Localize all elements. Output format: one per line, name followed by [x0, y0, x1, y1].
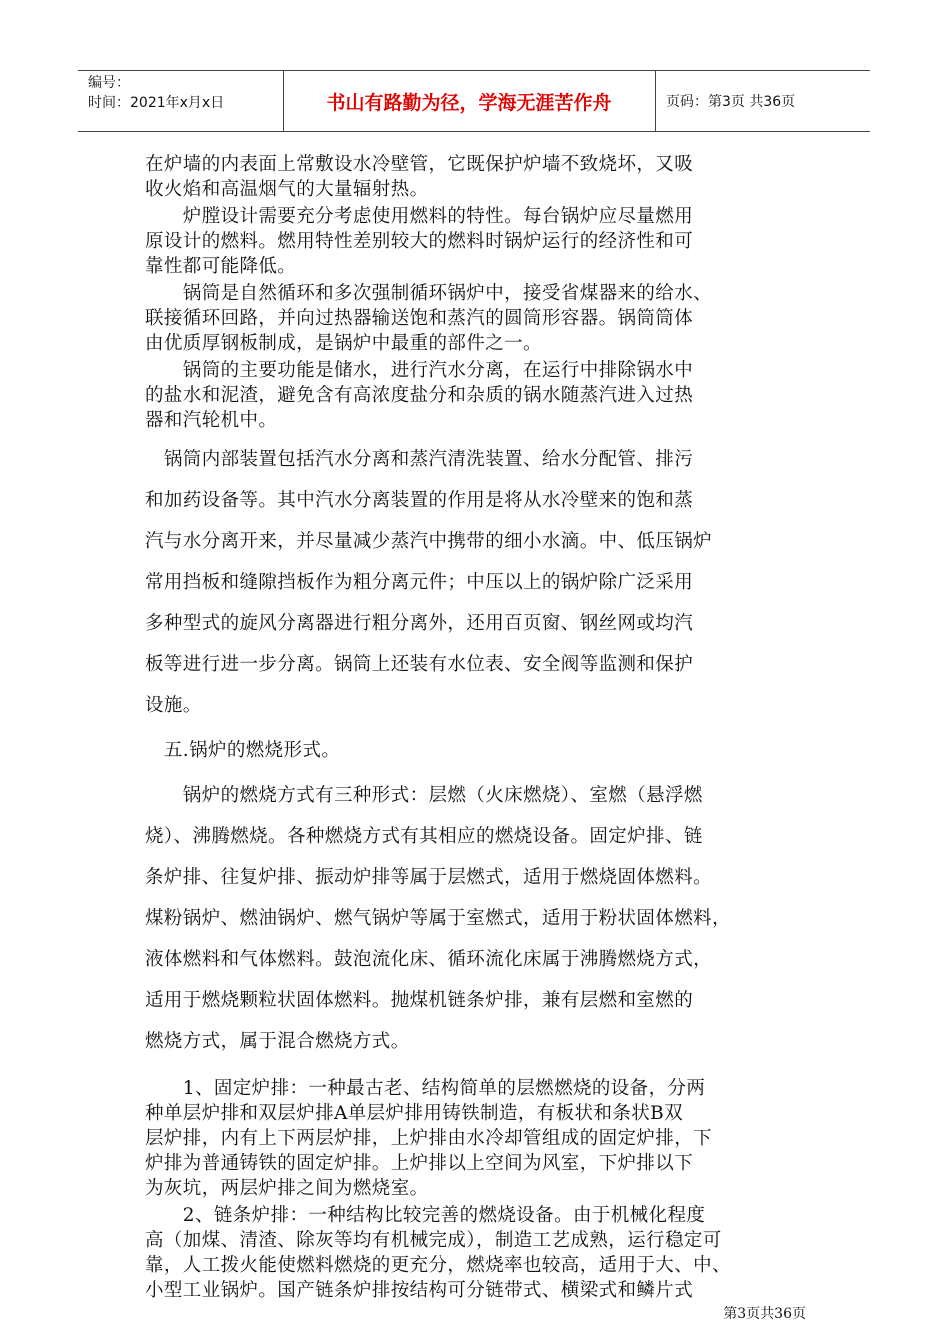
- text-line: 原设计的燃料。燃用特性差别较大的燃料时锅炉运行的经济性和可: [145, 231, 694, 252]
- text-line: 种单层炉排和双层炉排A单层炉排用铸铁制造，有板状和条状B双: [145, 1103, 684, 1124]
- text-line: 多种型式的旋风分离器进行粗分离外，还用百页窗、钢丝网或均汽: [145, 613, 694, 634]
- header-time-label: 时间：2021年x月x日: [88, 95, 225, 111]
- text-line: 收火焰和高温烟气的大量辐射热。: [145, 179, 429, 200]
- text-line: 烧）、沸腾燃烧。各种燃烧方式有其相应的燃烧设备。固定炉排、链: [145, 826, 703, 847]
- text-line: 五.锅炉的燃烧形式。: [145, 740, 341, 761]
- text-line: 的盐水和泥渣，避免含有高浓度盐分和杂质的锅水随蒸汽进入过热: [145, 385, 694, 406]
- paragraph-2: [145, 204, 813, 279]
- paragraph-5: [145, 439, 813, 726]
- header-divider-2: [655, 71, 656, 131]
- paragraph-6: [145, 775, 813, 1062]
- paragraph-4: [145, 358, 813, 433]
- header-number-label: 编号：: [88, 75, 130, 91]
- text-line: 2、链条炉排：一种结构比较完善的燃烧设备。由于机械化程度: [145, 1205, 706, 1226]
- text-line: 煤粉锅炉、燃油锅炉、燃气锅炉等属于室燃式，适用于粉状固体燃料，: [145, 908, 731, 929]
- text-line: 高（加煤、清渣、除灰等均有机械完成），制造工艺成熟，运行稳定可: [145, 1230, 722, 1251]
- paragraph-3: [145, 281, 813, 356]
- text-line: 小型工业锅炉。国产链条炉排按结构可分链带式、横梁式和鳞片式: [145, 1280, 694, 1301]
- text-line: 层炉排，内有上下两层炉排，上炉排由水冷却管组成的固定炉排，下: [145, 1128, 713, 1149]
- text-line: 锅筒的主要功能是储水，进行汽水分离，在运行中排除锅水中: [145, 360, 694, 381]
- text-line: 汽与水分离开来，并尽量减少蒸汽中携带的细小水滴。中、低压锅炉: [145, 531, 713, 552]
- header-page-info: 页码：第3页 共36页: [666, 94, 796, 110]
- text-line: 条炉排、往复炉排、振动炉排等属于层燃式，适用于燃烧固体燃料。: [145, 867, 713, 888]
- text-line: 锅筒是自然循环和多次强制循环锅炉中，接受省煤器来的给水、: [145, 283, 713, 304]
- text-line: 为灰坑，两层炉排之间为燃烧室。: [145, 1178, 429, 1199]
- paragraph-7: [145, 1076, 813, 1201]
- header-motto: 书山有路勤为径，学海无涯苦作舟: [326, 91, 612, 114]
- section-heading-5: [145, 730, 813, 771]
- text-line: 锅炉的燃烧方式有三种形式：层燃（火床燃烧）、室燃（悬浮燃: [145, 785, 703, 806]
- text-line: 靠性都可能降低。: [145, 256, 297, 277]
- document-body: [145, 152, 813, 1303]
- text-line: 炉排为普通铸铁的固定炉排。上炉排以上空间为风室，下炉排以下: [145, 1153, 694, 1174]
- text-line: 适用于燃烧颗粒状固体燃料。抛煤机链条炉排，兼有层燃和室燃的: [145, 990, 694, 1011]
- text-line: 液体燃料和气体燃料。鼓泡流化床、循环流化床属于沸腾燃烧方式，: [145, 949, 713, 970]
- page-footer: 第3页共36页: [723, 1306, 806, 1322]
- text-line: 1、固定炉排：一种最古老、结构简单的层燃燃烧的设备，分两: [145, 1078, 706, 1099]
- text-line: 在炉墙的内表面上常敷设水冷壁管，它既保护炉墙不致烧坏，又吸: [145, 154, 694, 175]
- paragraph-8: [145, 1203, 813, 1303]
- page-header: [78, 70, 870, 132]
- text-line: 板等进行进一步分离。锅筒上还装有水位表、安全阀等监测和保护: [145, 654, 694, 675]
- paragraph-1: [145, 152, 813, 202]
- text-line: 和加药设备等。其中汽水分离装置的作用是将从水冷壁来的饱和蒸: [145, 490, 694, 511]
- text-line: 靠，人工拨火能使燃料燃烧的更充分，燃烧率也较高，适用于大、中、: [145, 1255, 731, 1276]
- text-line: 由优质厚钢板制成，是锅炉中最重的部件之一。: [145, 333, 542, 354]
- text-line: 常用挡板和缝隙挡板作为粗分离元件；中压以上的锅炉除广泛采用: [145, 572, 694, 593]
- text-line: 设施。: [145, 695, 202, 716]
- text-line: 联接循环回路，并向过热器输送饱和蒸汽的圆筒形容器。锅筒筒体: [145, 308, 694, 329]
- text-line: 燃烧方式，属于混合燃烧方式。: [145, 1031, 410, 1052]
- text-line: 炉膛设计需要充分考虑使用燃料的特性。每台锅炉应尽量燃用: [145, 206, 694, 227]
- text-line: 锅筒内部装置包括汽水分离和蒸汽清洗装置、给水分配管、排污: [145, 449, 694, 470]
- header-meta: [88, 73, 224, 113]
- text-line: 器和汽轮机中。: [145, 410, 278, 431]
